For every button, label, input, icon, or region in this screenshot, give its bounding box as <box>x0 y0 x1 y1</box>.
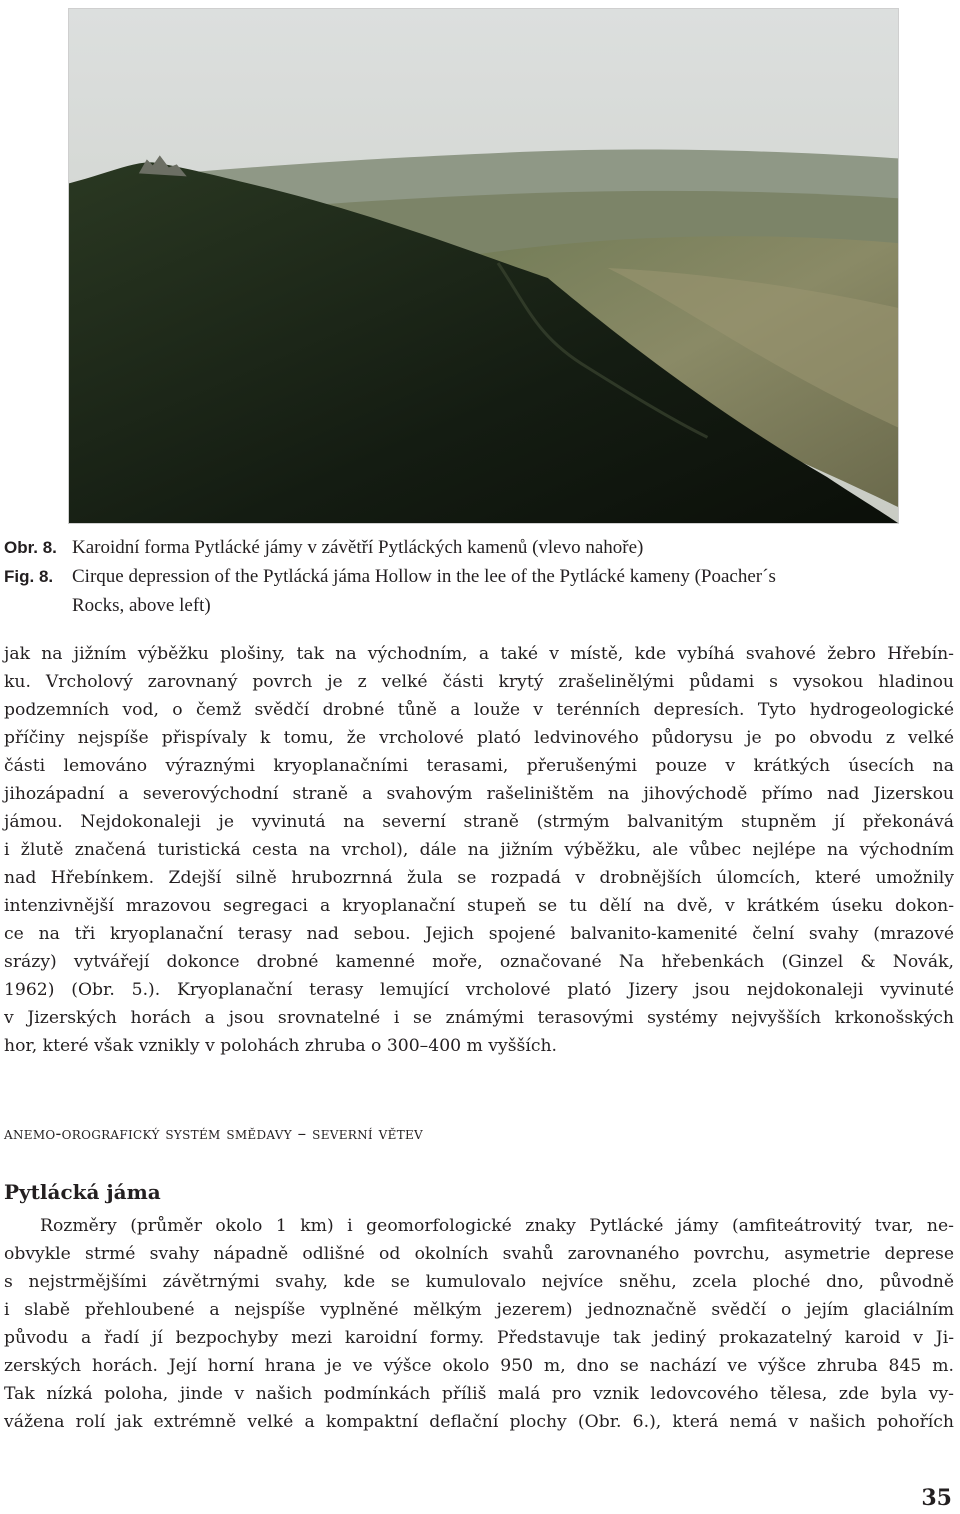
figure-caption <box>4 533 904 620</box>
text-line: ku. Vrcholový zarovnaný povrch je z velké části krytý zrašelinělými půdami s vysokou hladinou <box>4 672 954 692</box>
caption-en-label: Fig. 8. <box>4 567 54 586</box>
text-line: jak na jižním výběžku plošiny, tak na východním, a také v místě, kde vybíhá svahové žebro Hřebín- <box>4 644 954 664</box>
text-line: i žlutě značená turistická cesta na vrchol), dále na jižním výběžku, ale vůbec nejlépe na východním <box>4 840 954 860</box>
page-number: 35 <box>921 1485 952 1511</box>
paragraph-1 <box>4 640 954 1060</box>
text-line: srázy) vytvářejí dokonce drobné kamenné moře, označované Na hřebenkách (Ginzel & Novák, <box>4 952 954 972</box>
text-line: části lemováno výraznými kryoplanačními terasami, přerušenými pouze v krátkých úsecích na <box>4 756 954 776</box>
paragraph-2 <box>4 1212 954 1436</box>
text-line: ce na tři kryoplanační terasy nad sebou. Jejich spojené balvanito-kamenité čelní svahy (mrazové <box>4 924 954 944</box>
subheading: Pytlácká jáma <box>4 1180 161 1204</box>
text-line: obvykle strmé svahy nápadně odlišné od okolních svahů zarovnaného povrchu, asymetrie deprese <box>4 1244 954 1264</box>
text-line: s nejstrmějšími závětrnými svahy, kde se kumulovalo nejvíce sněhu, zcela ploché dno, původně <box>4 1272 954 1292</box>
text-line: podzemních vod, o čemž svědčí drobné tůně a louže v terénních depresích. Tyto hydrogeologické <box>4 700 954 720</box>
text-line: hor, které však vznikly v polohách zhruba o 300–400 m vyšších. <box>4 1036 558 1056</box>
text-line: intenzivnější mrazovou segregaci a kryoplanační stupeň se tu dělí na dvě, v krátkém úseku dokon- <box>4 896 954 916</box>
text-line: původu a řadí jí bezpochyby mezi karoidní formy. Představuje tak jediný prokazatelný karoid v Ji- <box>4 1328 954 1348</box>
text-line: zerských horách. Její horní hrana je ve výšce okolo 950 m, dno se nachází ve výšce zhruba 845 m. <box>4 1356 954 1376</box>
caption-cz-label: Obr. 8. <box>4 538 57 557</box>
photo-illustration <box>69 9 898 523</box>
text-line: jámou. Nejdokonaleji je vyvinutá na severní straně (strmým balvanitým stupněm jí překonává <box>4 812 954 832</box>
text-line: Rozměry (průměr okolo 1 km) i geomorfologické znaky Pytlácké jámy (amfiteátrovitý tvar, ne- <box>40 1216 954 1236</box>
text-line: v Jizerských horách a jsou srovnatelné i se známými terasovými systémy nejvyšších krkonošských <box>4 1008 954 1028</box>
text-line: Tak nízká poloha, jinde v našich podmínkách příliš malá pro vznik ledovcového tělesa, zde byla vy- <box>4 1384 954 1404</box>
text-line: 1962) (Obr. 5.). Kryoplanační terasy lemující vrcholové plató Jizery jsou nejdokonaleji vyvinuté <box>4 980 954 1000</box>
section-heading: anemo-orografický systém smědavy – severní větev <box>4 1124 424 1144</box>
caption-en-text-2: Rocks, above left) <box>72 595 211 616</box>
text-line: jihozápadní a severovýchodní straně a svahovým rašeliništěm na jihovýchodě přímo nad Jizerskou <box>4 784 954 804</box>
text-line: nad Hřebínkem. Zdejší silně hrubozrnná žula se rozpadá v drobnějších úlomcích, které umožnily <box>4 868 954 888</box>
text-line: vážena rolí jak extrémně velké a kompaktní deflační plochy (Obr. 6.), která nemá v našich pohořích <box>4 1412 954 1432</box>
caption-cz-text: Karoidní forma Pytlácké jámy v závětří Pytláckých kamenů (vlevo nahoře) <box>72 537 644 558</box>
text-line: i slabě přehloubené a nejspíše vyplněné mělkým jezerem) jednoznačně svědčí o jejím glaciálním <box>4 1300 954 1320</box>
text-line: příčiny nejspíše přispívaly k tomu, že vrcholové plató ledvinového půdorysu je po obvodu z velké <box>4 728 954 748</box>
landscape-photo <box>68 8 899 524</box>
caption-en-text-1: Cirque depression of the Pytlácká jáma Hollow in the lee of the Pytlácké kameny (Poacher´s <box>72 566 776 587</box>
